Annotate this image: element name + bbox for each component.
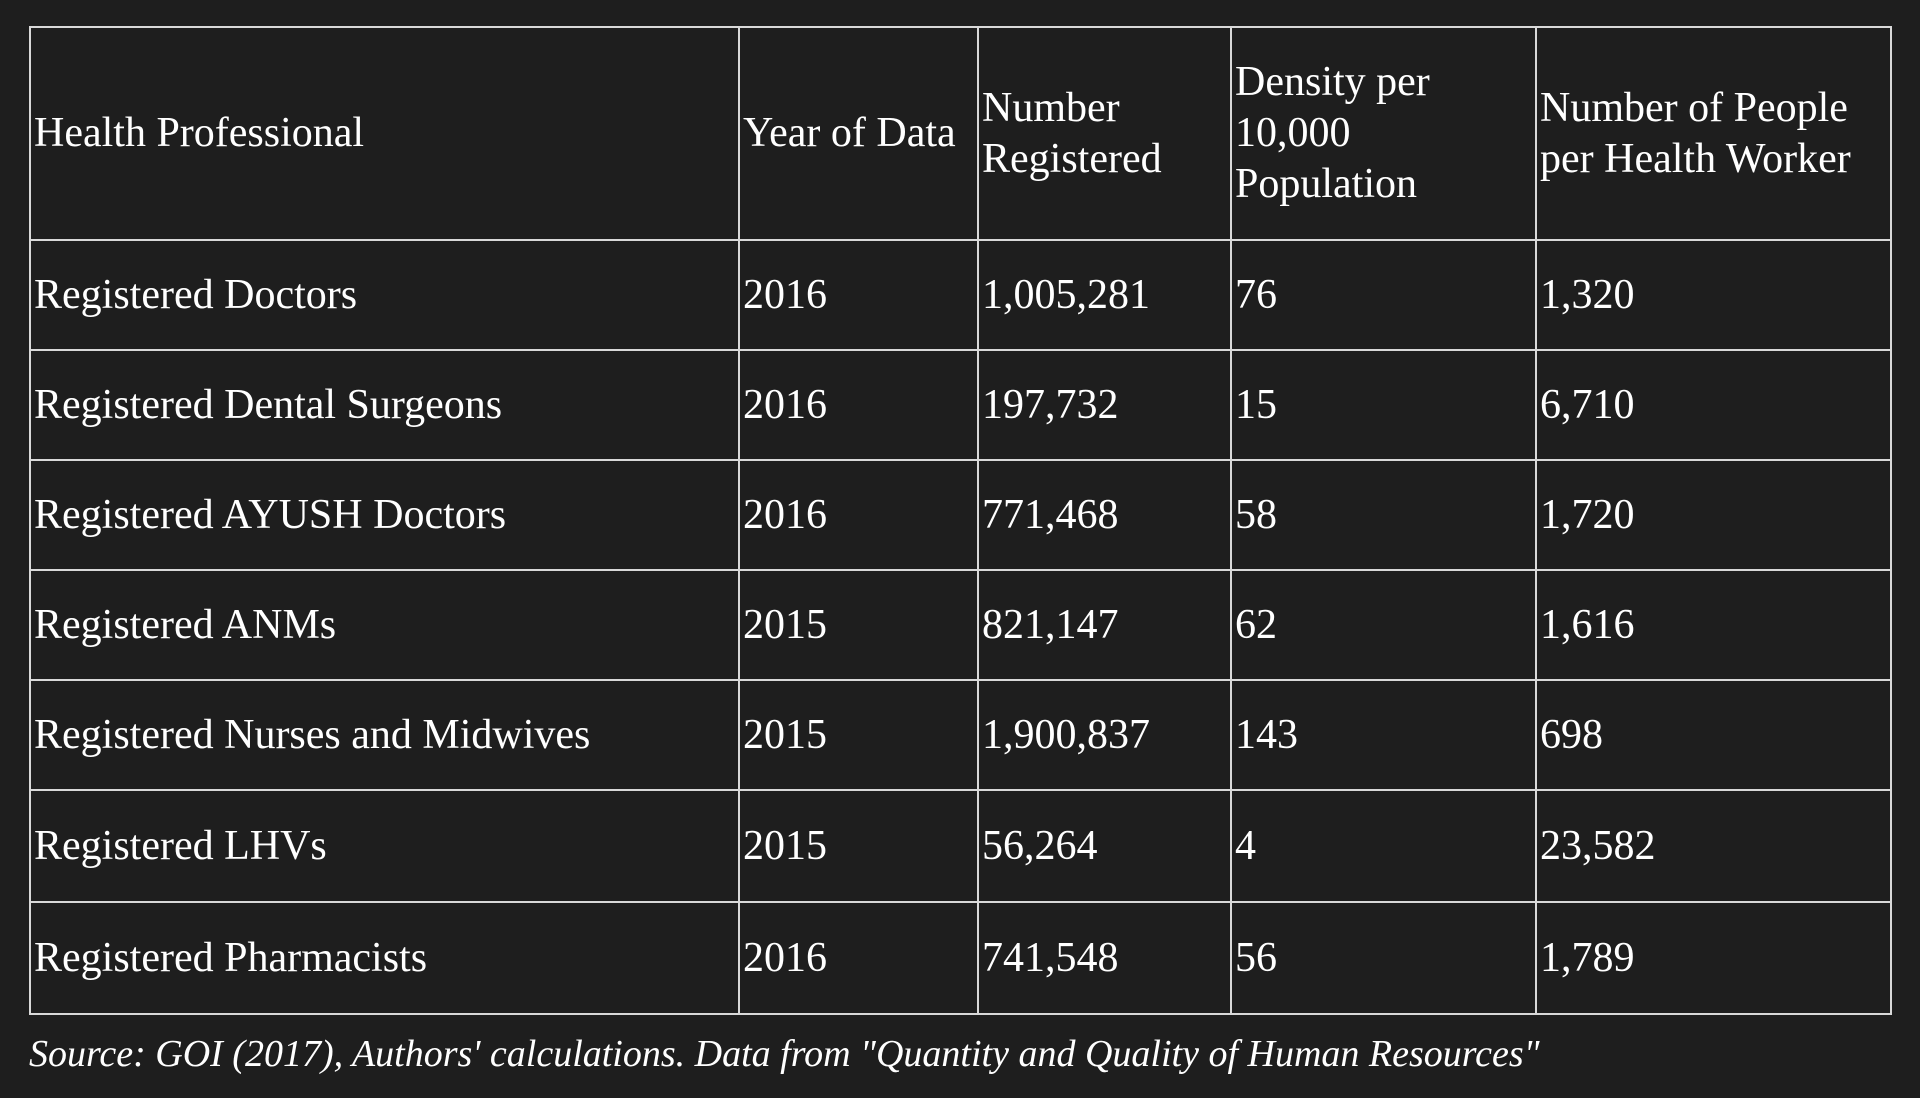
table-row (30, 350, 1891, 460)
cell-profession: Registered AYUSH Doctors (30, 460, 739, 570)
cell-number-registered: 197,732 (978, 350, 1231, 460)
cell-density: 58 (1231, 460, 1536, 570)
table-row (30, 902, 1891, 1014)
cell-profession: Registered Nurses and Midwives (30, 680, 739, 790)
cell-density: 15 (1231, 350, 1536, 460)
table-header-row (30, 27, 1891, 240)
header-density: Density per 10,000 Population (1231, 27, 1536, 240)
table-row (30, 790, 1891, 902)
cell-number-registered: 56,264 (978, 790, 1231, 902)
cell-people-per-worker: 1,789 (1536, 902, 1891, 1014)
header-people-per-worker: Number of People per Health Worker (1536, 27, 1891, 240)
cell-year: 2015 (739, 570, 978, 680)
cell-density: 76 (1231, 240, 1536, 350)
cell-year: 2016 (739, 240, 978, 350)
table-row (30, 570, 1891, 680)
cell-density: 62 (1231, 570, 1536, 680)
cell-profession: Registered ANMs (30, 570, 739, 680)
cell-people-per-worker: 1,720 (1536, 460, 1891, 570)
cell-profession: Registered LHVs (30, 790, 739, 902)
cell-number-registered: 741,548 (978, 902, 1231, 1014)
cell-density: 56 (1231, 902, 1536, 1014)
cell-people-per-worker: 23,582 (1536, 790, 1891, 902)
cell-people-per-worker: 6,710 (1536, 350, 1891, 460)
cell-year: 2016 (739, 902, 978, 1014)
cell-year: 2015 (739, 790, 978, 902)
cell-number-registered: 771,468 (978, 460, 1231, 570)
cell-number-registered: 1,005,281 (978, 240, 1231, 350)
header-number-registered: Number Registered (978, 27, 1231, 240)
header-health-professional: Health Professional (30, 27, 739, 240)
cell-profession: Registered Pharmacists (30, 902, 739, 1014)
cell-number-registered: 821,147 (978, 570, 1231, 680)
cell-year: 2016 (739, 350, 978, 460)
table-row (30, 680, 1891, 790)
health-workforce-table (29, 26, 1892, 1015)
cell-year: 2015 (739, 680, 978, 790)
table-row (30, 240, 1891, 350)
cell-people-per-worker: 698 (1536, 680, 1891, 790)
cell-density: 143 (1231, 680, 1536, 790)
cell-profession: Registered Doctors (30, 240, 739, 350)
cell-people-per-worker: 1,320 (1536, 240, 1891, 350)
header-year-of-data: Year of Data (739, 27, 978, 240)
cell-year: 2016 (739, 460, 978, 570)
cell-density: 4 (1231, 790, 1536, 902)
source-note: Source: GOI (2017), Authors' calculations. Data from "Quantity and Quality of Human Resources" (29, 1033, 1540, 1075)
table-row (30, 460, 1891, 570)
cell-people-per-worker: 1,616 (1536, 570, 1891, 680)
health-workforce-table-container (29, 26, 1890, 1015)
cell-number-registered: 1,900,837 (978, 680, 1231, 790)
cell-profession: Registered Dental Surgeons (30, 350, 739, 460)
